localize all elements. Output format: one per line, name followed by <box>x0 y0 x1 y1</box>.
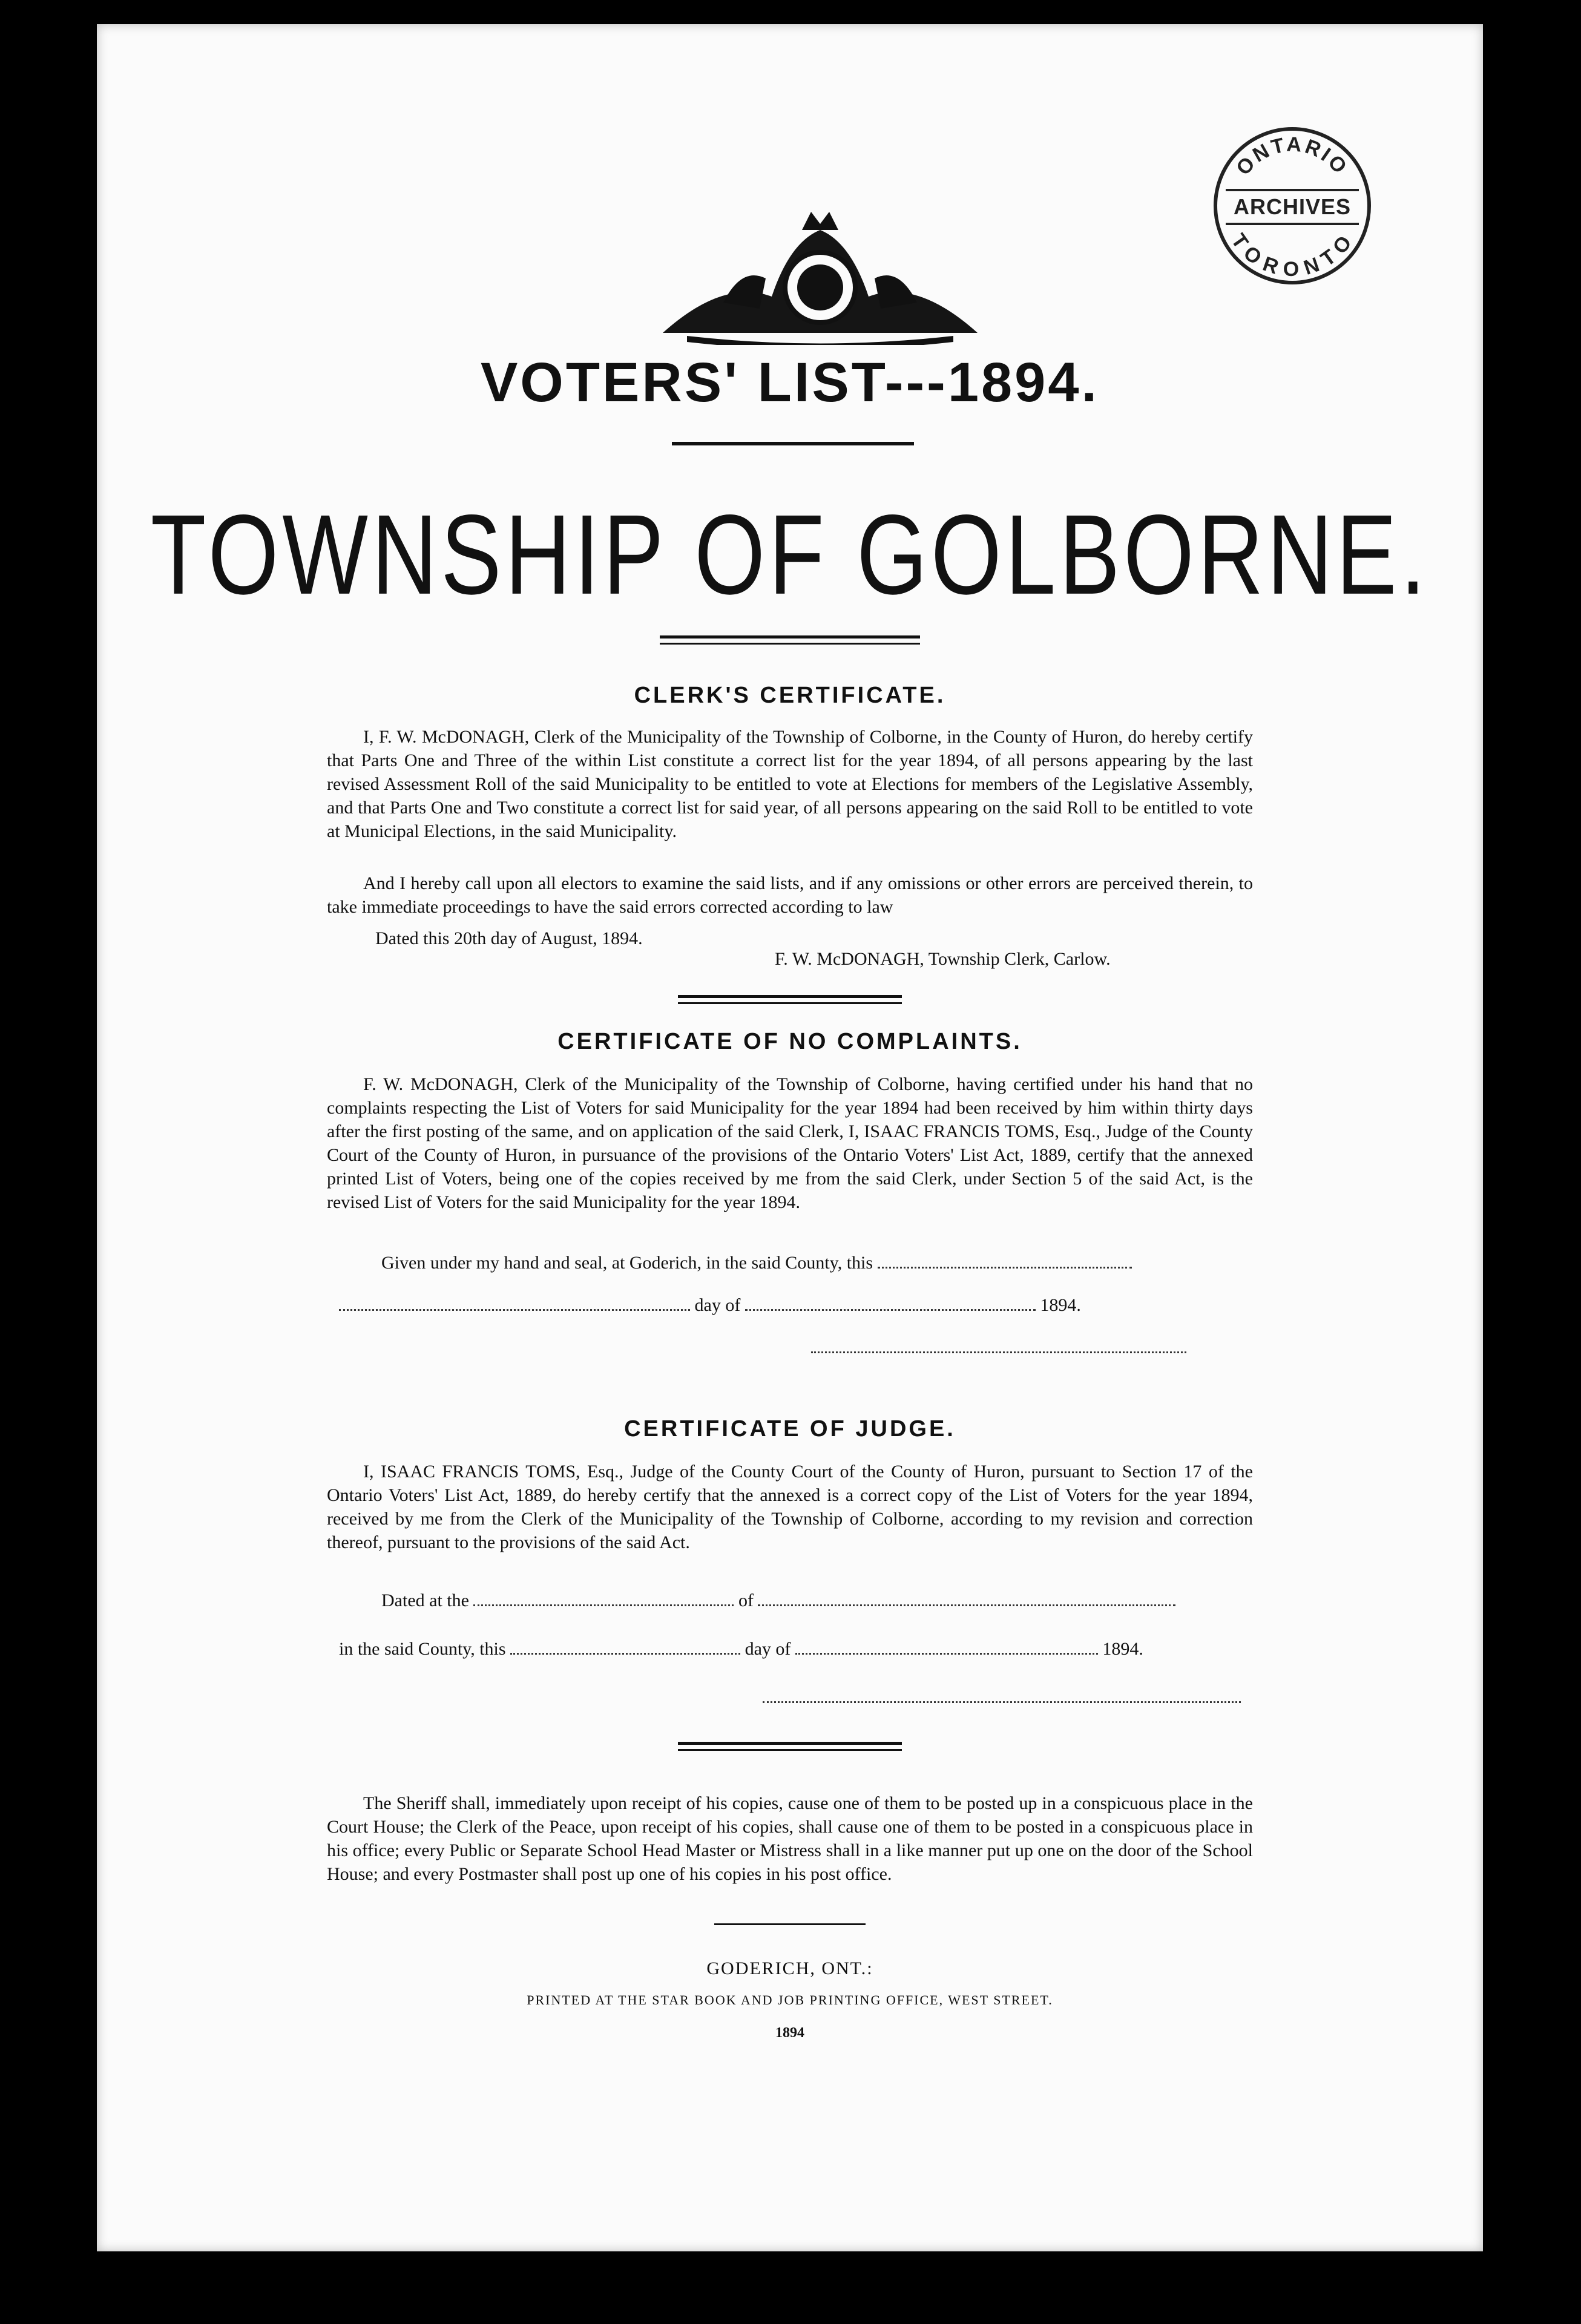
divider <box>678 1002 902 1004</box>
dated-at-line <box>381 1590 1175 1611</box>
coat-of-arms-emblem <box>651 206 990 345</box>
blank-field <box>473 1591 734 1606</box>
blank-field <box>758 1591 1175 1606</box>
stamp-top-text: ONTARIO <box>1232 133 1353 180</box>
clerk-certificate-heading: CLERK'S CERTIFICATE. <box>634 683 946 708</box>
township-title: TOWNSHIP OF GOLBORNE. <box>150 490 1430 618</box>
judge-day-of-text: day of <box>744 1639 791 1659</box>
stamp-middle-text: ARCHIVES <box>1226 189 1359 225</box>
divider <box>678 1749 902 1751</box>
blank-field <box>811 1338 1186 1353</box>
blank-field <box>339 1296 690 1311</box>
svg-text:TORONTO <box>1226 229 1358 281</box>
archives-stamp <box>1214 127 1371 284</box>
divider <box>678 1742 902 1745</box>
divider <box>660 635 920 638</box>
blank-field <box>763 1688 1241 1703</box>
footer-year: 1894 <box>775 2025 804 2041</box>
given-under-hand-text: Given under my hand and seal, at Goderich, in the said County, this <box>381 1253 873 1273</box>
footer-printer: PRINTED AT THE STAR BOOK AND JOB PRINTING OFFICE, WEST STREET. <box>527 1992 1053 2007</box>
judge-year-text: 1894. <box>1102 1639 1143 1659</box>
divider <box>660 643 920 645</box>
clerk-certificate-body: I, F. W. McDONAGH, Clerk of the Municipality of the Township of Colborne, in the County of Huron, do hereby certify that Parts One and Three of the within List constitute a correct list for the year 1894, of all persons appearing by the last revised Assessment Roll of the said Municipality to be entitled to vote at Elections for members of the Legislative Assembly, and that Parts One and Two constitute a correct list for said year, of all persons appearing on the said Roll to be entitled to vote at Municipal Elections, in the said Municipality. <box>327 727 1253 841</box>
county-day-line <box>339 1639 1143 1659</box>
voters-list-title: VOTERS' LIST---1894. <box>480 352 1100 413</box>
clerk-call-to-electors: And I hereby call upon all electors to examine the said lists, and if any omissions or other errors are perceived therein, to take immediate proceedings to have the said errors corrected according to law <box>327 873 1253 917</box>
blank-field <box>878 1253 1132 1269</box>
divider <box>672 442 914 445</box>
year-text: 1894. <box>1040 1295 1081 1315</box>
footer-place: GODERICH, ONT.: <box>706 1958 873 1978</box>
blank-field <box>795 1640 1098 1655</box>
given-under-hand-line <box>381 1253 1132 1273</box>
blank-field <box>510 1640 740 1655</box>
divider <box>714 1923 866 1925</box>
sheriff-instructions: The Sheriff shall, immediately upon receipt of his copies, cause one of them to be posted up in a conspicuous place in the Court House; the Clerk of the Peace, upon receipt of his copies, shall cause one of them to be posted in a conspicuous place in his office; every Public or Separate School Head Master or Mistress shall in a like manner put up one on the door of the School House; and every Postmaster shall post up one of his copies in his post office. <box>327 1793 1253 1884</box>
judge-certificate-body: I, ISAAC FRANCIS TOMS, Esq., Judge of the County Court of the County of Huron, pursuant to Section 17 of the Ontario Voters' List Act, 1889, do hereby certify that the annexed is a correct copy of the List of Voters for the year 1894, received by me from the Clerk of the Municipality of the Township of Colborne, according to my revision and correction thereof, pursuant to the provisions of the said Act. <box>327 1462 1253 1552</box>
judge-signature-line <box>763 1687 1241 1708</box>
no-complaints-body: F. W. McDONAGH, Clerk of the Municipality of the Township of Colborne, having certified under his hand that no complaints respecting the List of Voters for said Municipality for the year 1894 had been received by him within thirty days after the first posting of the same, and on application of the said Clerk, I, ISAAC FRANCIS TOMS, Esq., Judge of the County Court of the County of Huron, in pursuance of the provisions of the Ontario Voters' List Act, 1889, certify that the annexed printed List of Voters, being one of the copies received by me from the said Clerk, under Section 5 of the said Act, is the revised List of Voters for the said Municipality for the year 1894. <box>327 1074 1253 1212</box>
dated-at-text: Dated at the <box>381 1590 469 1610</box>
svg-text:ONTARIO <box>1232 133 1353 180</box>
in-county-text: in the said County, this <box>339 1639 506 1659</box>
of-text: of <box>738 1590 754 1610</box>
divider <box>678 995 902 998</box>
no-complaints-heading: CERTIFICATE OF NO COMPLAINTS. <box>557 1029 1022 1054</box>
blank-field <box>745 1296 1036 1311</box>
day-of-line <box>339 1295 1081 1316</box>
day-of-text: day of <box>694 1295 741 1315</box>
stamp-bottom-text: TORONTO <box>1226 229 1358 281</box>
judge-certificate-heading: CERTIFICATE OF JUDGE. <box>624 1416 956 1442</box>
signature-line <box>811 1338 1186 1358</box>
document-page <box>97 24 1483 2251</box>
clerk-signature: F. W. McDONAGH, Township Clerk, Carlow. <box>775 949 1111 969</box>
clerk-dated-line: Dated this 20th day of August, 1894. <box>375 928 643 948</box>
